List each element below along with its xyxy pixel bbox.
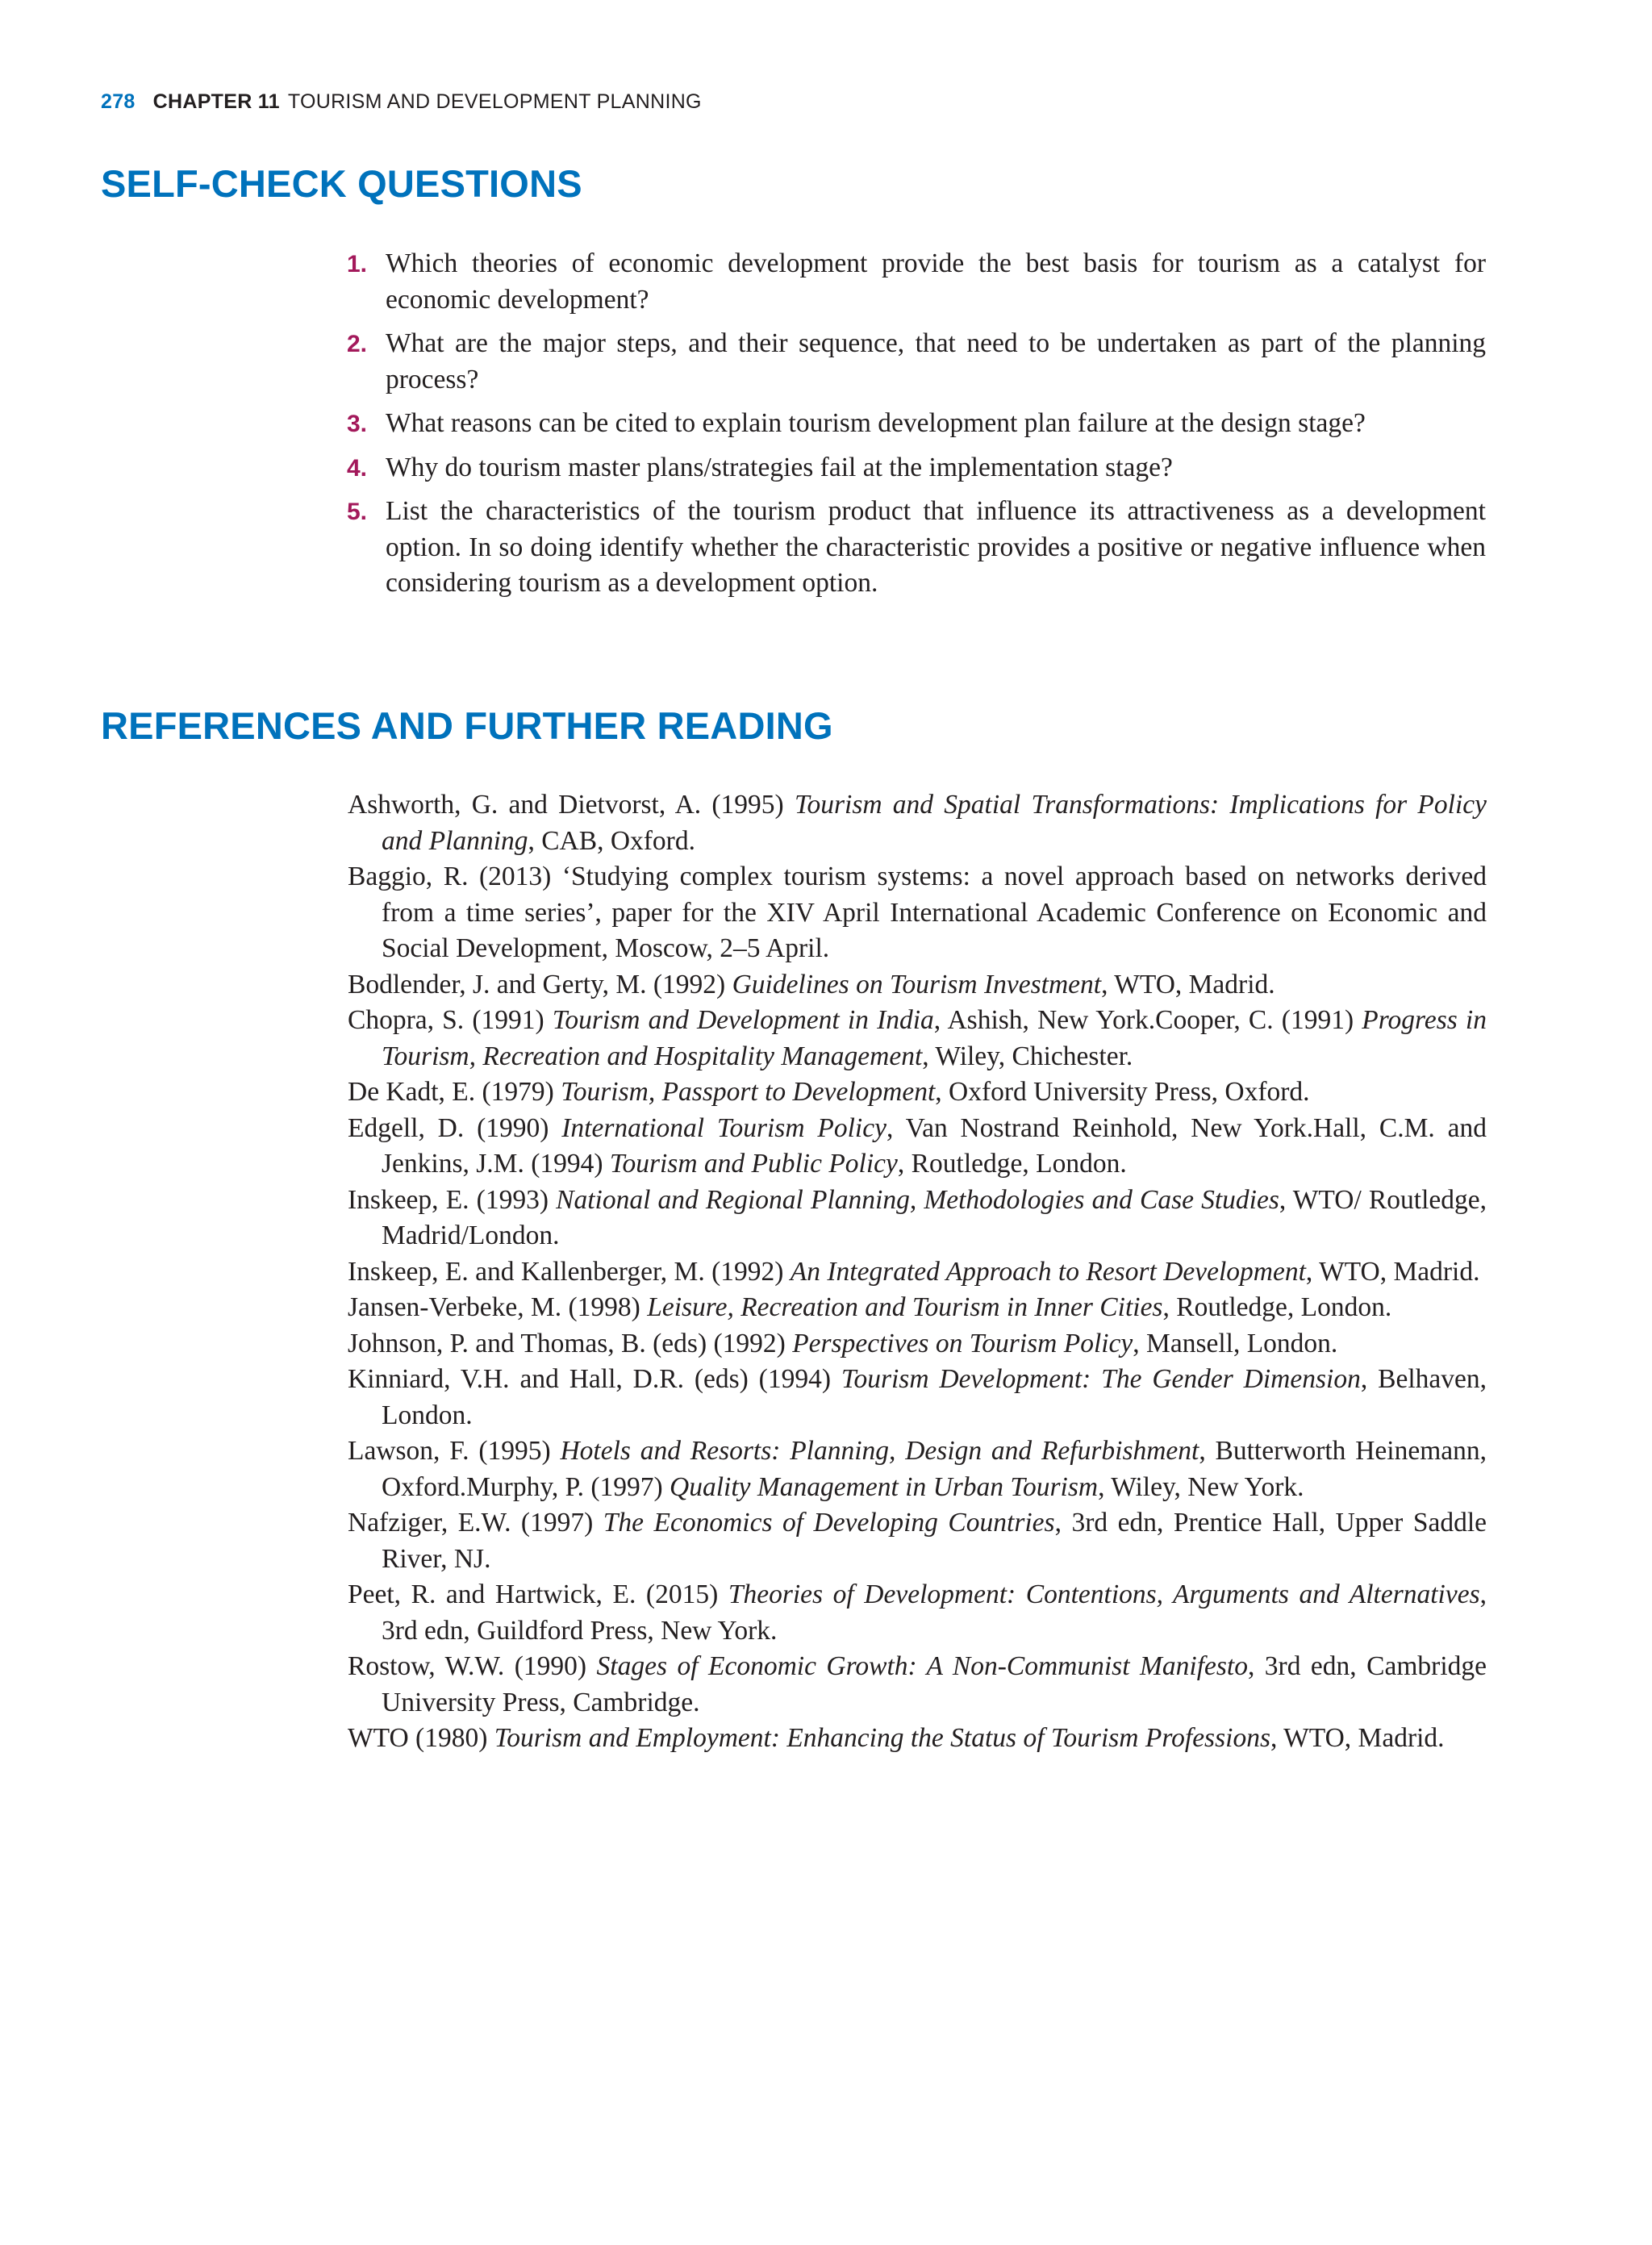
reference-text: Chopra, S. (1991) bbox=[348, 1005, 553, 1035]
reference-text: Johnson, P. and Thomas, B. (eds) (1992) bbox=[348, 1328, 793, 1358]
reference-title: Tourism and Development in India bbox=[552, 1005, 934, 1035]
reference-entry bbox=[348, 1183, 1487, 1254]
reference-title: Tourism and Spatial Transformations: Implications for Policy and Planning bbox=[382, 790, 1487, 856]
reference-text: , Belhaven, London. bbox=[382, 1364, 1487, 1430]
question-text: What reasons can be cited to explain tourism development plan failure at the design stage? bbox=[386, 408, 1366, 438]
reference-text: , Van Nostrand Reinhold, New York. bbox=[886, 1112, 1313, 1143]
reference-title: Tourism Development: The Gender Dimension bbox=[841, 1364, 1361, 1394]
reference-text: , 3rd edn, Cambridge University Press, Cambridge. bbox=[382, 1651, 1487, 1717]
page-number: 278 bbox=[101, 90, 136, 113]
reference-entry bbox=[348, 859, 1487, 967]
reference-text: Peet, R. and Hartwick, E. (2015) bbox=[348, 1579, 728, 1609]
reference-text: , CAB, Oxford. bbox=[528, 825, 695, 856]
reference-entry bbox=[348, 1577, 1487, 1649]
reference-text: Bodlender, J. and Gerty, M. (1992) bbox=[348, 969, 732, 999]
question-number: 2. bbox=[347, 331, 368, 357]
reference-text: , Routledge, London. bbox=[1162, 1292, 1392, 1322]
reference-title: Quality Management in Urban Tourism bbox=[670, 1471, 1099, 1502]
question-text: List the characteristics of the tourism product that influence its attractiveness as a development option. In so doing identify whether the characteristic provides a positive or negative influence when considering tourism as a development option. bbox=[386, 496, 1486, 598]
reference-text: , Ashish, New York. bbox=[933, 1005, 1156, 1035]
reference-text: , Mansell, London. bbox=[1133, 1328, 1338, 1358]
reference-text: , Butterworth Heinemann, Oxford. bbox=[382, 1436, 1487, 1502]
self-check-heading: SELF-CHECK QUESTIONS bbox=[101, 162, 582, 205]
reference-title: Progress in Tourism, Recreation and Hospitality Management bbox=[382, 1005, 1487, 1071]
reference-entry bbox=[348, 1433, 1487, 1505]
reference-text: , Oxford University Press, Oxford. bbox=[935, 1077, 1310, 1107]
reference-title: An Integrated Approach to Resort Development bbox=[790, 1256, 1306, 1287]
reference-entry bbox=[348, 1003, 1487, 1075]
reference-title: Guidelines on Tourism Investment bbox=[732, 969, 1102, 999]
reference-text: , WTO, Madrid. bbox=[1101, 969, 1275, 999]
reference-entry bbox=[348, 787, 1487, 859]
reference-text: , Wiley, New York. bbox=[1098, 1471, 1304, 1502]
reference-title: Leisure, Recreation and Tourism in Inner Cities bbox=[647, 1292, 1163, 1322]
reference-entry bbox=[348, 1649, 1487, 1721]
question-number: 4. bbox=[347, 454, 368, 482]
reference-entry bbox=[348, 1326, 1487, 1362]
question-item bbox=[347, 246, 1486, 318]
question-text: What are the major steps, and their sequence, that need to be undertaken as part of the planning process? bbox=[386, 328, 1486, 394]
reference-entry bbox=[348, 1075, 1487, 1111]
reference-title: International Tourism Policy bbox=[561, 1112, 886, 1143]
reference-title: National and Regional Planning, Methodologies and Case Studies bbox=[556, 1184, 1279, 1215]
reference-text: Inskeep, E. (1993) bbox=[348, 1184, 557, 1215]
references-heading: REFERENCES AND FURTHER READING bbox=[101, 704, 833, 747]
reference-entry bbox=[348, 1505, 1487, 1577]
reference-text: , 3rd edn, Guildford Press, New York. bbox=[382, 1579, 1487, 1646]
question-item bbox=[347, 326, 1486, 398]
reference-entry bbox=[348, 1290, 1487, 1326]
question-number: 5. bbox=[347, 499, 368, 525]
reference-text: Lawson, F. (1995) bbox=[348, 1436, 561, 1466]
reference-text: , 3rd edn, Prentice Hall, Upper Saddle River, NJ. bbox=[382, 1508, 1487, 1574]
reference-title: Tourism and Public Policy bbox=[609, 1149, 898, 1179]
reference-entry bbox=[348, 1362, 1487, 1433]
self-check-question-list bbox=[347, 246, 1486, 610]
running-header bbox=[101, 90, 702, 114]
reference-text: Jansen-Verbeke, M. (1998) bbox=[348, 1292, 648, 1322]
reference-entry bbox=[348, 1254, 1487, 1291]
reference-title: Tourism, Passport to Development bbox=[561, 1077, 936, 1107]
reference-text: WTO (1980) bbox=[348, 1723, 494, 1753]
reference-list bbox=[348, 787, 1487, 1757]
reference-text: Inskeep, E. and Kallenberger, M. (1992) bbox=[348, 1256, 791, 1287]
question-number: 3. bbox=[347, 411, 368, 437]
reference-text: Edgell, D. (1990) bbox=[348, 1112, 562, 1143]
question-text: Which theories of economic development provide the best basis for tourism as a catalyst for economic development? bbox=[386, 248, 1486, 315]
reference-title: Tourism and Employment: Enhancing the Status of Tourism Professions bbox=[494, 1723, 1270, 1753]
question-text: Why do tourism master plans/strategies fail at the implementation stage? bbox=[386, 452, 1173, 482]
reference-text: De Kadt, E. (1979) bbox=[348, 1077, 561, 1107]
reference-entry bbox=[348, 967, 1487, 1004]
question-item bbox=[347, 450, 1486, 486]
reference-text: Baggio, R. (2013) ‘Studying complex tourism systems: a novel approach based on networks derived from a time series’, paper for the XIV April International Academic Conference on Economic and Social Development, Moscow, 2–5 April. bbox=[348, 862, 1487, 963]
chapter-label: CHAPTER 11 bbox=[152, 90, 280, 113]
reference-title: Perspectives on Tourism Policy bbox=[792, 1328, 1133, 1358]
reference-entry bbox=[348, 1721, 1487, 1757]
reference-text: Murphy, P. (1997) bbox=[466, 1471, 670, 1502]
reference-title: The Economics of Developing Countries bbox=[603, 1508, 1055, 1538]
reference-text: Kinniard, V.H. and Hall, D.R. (eds) (1994) bbox=[348, 1364, 841, 1394]
reference-text: Hall, C.M. and Jenkins, J.M. (1994) bbox=[382, 1112, 1487, 1179]
reference-text: , WTO/ Routledge, Madrid/London. bbox=[382, 1184, 1487, 1250]
question-number: 1. bbox=[347, 251, 368, 277]
reference-text: , WTO, Madrid. bbox=[1270, 1723, 1445, 1753]
reference-text: , Wiley, Chichester. bbox=[922, 1041, 1133, 1071]
reference-title: Theories of Development: Contentions, Arguments and Alternatives bbox=[728, 1579, 1480, 1609]
question-item bbox=[347, 406, 1486, 442]
reference-title: Stages of Economic Growth: A Non-Communist Manifesto bbox=[596, 1651, 1248, 1681]
question-item bbox=[347, 494, 1486, 602]
reference-text: , Routledge, London. bbox=[897, 1149, 1127, 1179]
reference-title: Hotels and Resorts: Planning, Design and Refurbishment bbox=[560, 1436, 1199, 1466]
reference-text: , WTO, Madrid. bbox=[1305, 1256, 1480, 1287]
reference-text: Rostow, W.W. (1990) bbox=[348, 1651, 597, 1681]
reference-text: Cooper, C. (1991) bbox=[1155, 1005, 1362, 1035]
reference-text: Nafziger, E.W. (1997) bbox=[348, 1508, 603, 1538]
chapter-title: TOURISM AND DEVELOPMENT PLANNING bbox=[287, 90, 702, 113]
reference-text: Ashworth, G. and Dietvorst, A. (1995) bbox=[348, 790, 795, 820]
reference-entry bbox=[348, 1111, 1487, 1183]
